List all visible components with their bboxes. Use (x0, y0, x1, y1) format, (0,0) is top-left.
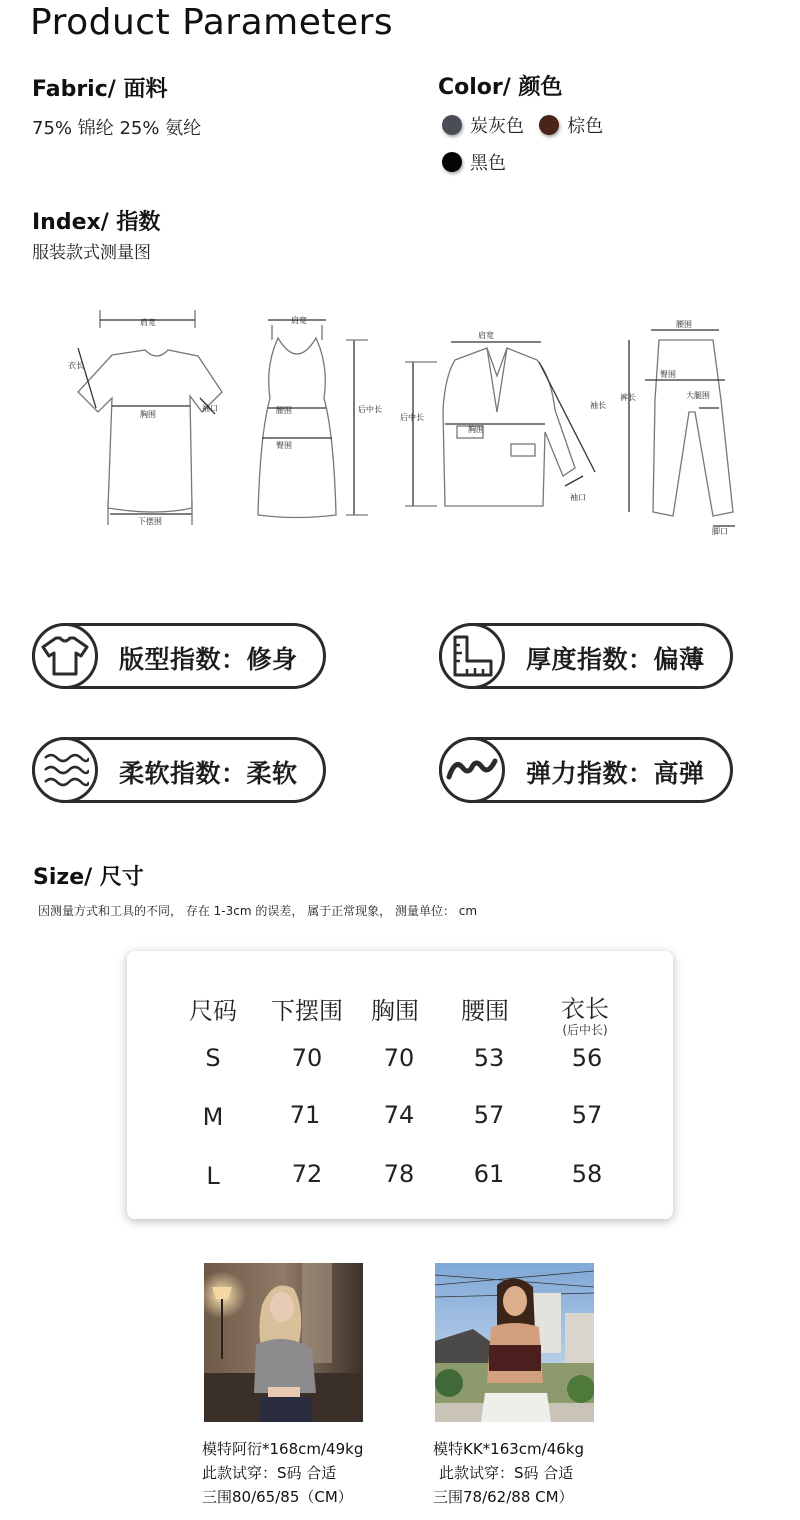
diagram-label-tshirt-cuff: 袖口 (202, 404, 218, 413)
diagram-label-tshirt-hem: 下摆围 (138, 517, 162, 526)
size-cell: 72 (291, 1160, 323, 1188)
size-col-header: 衣长 (561, 995, 609, 1023)
index-heading: Index/ 指数 (32, 210, 161, 235)
softness-index-label: 柔软指数：柔软 (119, 759, 298, 788)
pants-diagram (629, 330, 735, 526)
model-info-2 (433, 1437, 584, 1509)
color-swatch-brown (539, 115, 559, 135)
diagram-label-dress-hip: 臀围 (276, 441, 292, 450)
diagram-label-pants-leg-opening: 脚口 (712, 527, 728, 536)
diagram-label-blazer-shoulder: 肩宽 (478, 331, 494, 340)
tshirt-icon (32, 623, 98, 689)
diagram-label-dress-length: 后中长 (358, 405, 382, 414)
fabric-value: 75% 锦纶 25% 氨纶 (32, 118, 202, 139)
model-name-size: 模特阿衍*168cm/49kg (202, 1440, 364, 1458)
model-photo-1 (204, 1263, 363, 1422)
size-cell: 70 (383, 1044, 415, 1072)
color-options (442, 112, 782, 176)
index-subheading: 服装款式测量图 (32, 243, 151, 263)
diagram-label-blazer-length: 后中长 (400, 413, 424, 422)
dress-diagram (258, 320, 368, 518)
color-option[interactable] (442, 149, 506, 175)
diagram-label-pants-thigh: 大腿围 (686, 391, 710, 400)
diagram-label-blazer-cuff: 袖口 (570, 493, 586, 502)
page-title: Product Parameters (30, 2, 394, 43)
size-cell: 70 (291, 1044, 323, 1072)
size-note: 因测量方式和工具的不同， 存在 1-3cm 的误差， 属于正常现象， 测量单位： cm (38, 904, 478, 918)
size-cell: M (202, 1103, 224, 1131)
color-heading: Color/ 颜色 (438, 75, 563, 100)
color-label: 炭灰色 (470, 116, 524, 137)
color-option[interactable] (442, 112, 524, 138)
ruler-icon (439, 623, 505, 689)
model-measurements: 三围78/62/88 CM） (433, 1488, 574, 1506)
color-swatch-charcoal (442, 115, 462, 135)
size-cell: 71 (289, 1101, 321, 1129)
fit-index-badge (32, 623, 326, 689)
blazer-diagram (405, 342, 595, 506)
size-col-header: 胸围 (371, 997, 419, 1025)
elasticity-index-label: 弹力指数：高弹 (526, 759, 705, 788)
model-name-size: 模特KK*163cm/46kg (433, 1440, 585, 1458)
diagram-label-tshirt-length: 衣长 (68, 361, 84, 370)
size-cell: 61 (473, 1160, 505, 1188)
diagram-label-pants-length: 裤长 (620, 393, 636, 402)
color-label: 棕色 (567, 116, 604, 137)
size-col-subheader: (后中长) (562, 1023, 608, 1037)
softness-index-badge (32, 737, 326, 803)
size-col-header: 下摆围 (271, 997, 343, 1025)
measurement-diagrams (50, 300, 750, 550)
size-cell: 58 (571, 1160, 603, 1188)
color-swatch-black (442, 152, 462, 172)
size-cell: 78 (383, 1160, 415, 1188)
elastic-icon (439, 737, 505, 803)
color-label: 黑色 (470, 153, 506, 174)
elasticity-index-badge (439, 737, 733, 803)
diagram-label-blazer-sleeve: 袖长 (590, 401, 606, 410)
thickness-index-label: 厚度指数：偏薄 (526, 645, 705, 674)
diagram-label-dress-shoulder: 肩宽 (291, 316, 307, 325)
color-option[interactable] (539, 112, 603, 138)
size-cell: 53 (473, 1044, 505, 1072)
model-trial-size: 此款试穿：S码 合适 (439, 1464, 574, 1482)
thickness-index-badge (439, 623, 733, 689)
model-measurements: 三围80/65/85（CM） (202, 1488, 353, 1506)
diagram-label-dress-waist: 腰围 (276, 406, 292, 415)
diagram-label-blazer-chest: 胸围 (468, 425, 484, 434)
size-cell: 56 (571, 1044, 603, 1072)
size-cell: S (205, 1044, 221, 1072)
diagram-label-pants-hip: 臀围 (660, 370, 676, 379)
size-col-header: 腰围 (461, 997, 509, 1025)
size-heading: Size/ 尺寸 (33, 865, 144, 890)
model-trial-size: 此款试穿：S码 合适 (202, 1464, 337, 1482)
fit-index-label: 版型指数：修身 (119, 645, 298, 674)
diagram-label-tshirt-shoulder: 肩宽 (140, 318, 156, 327)
size-col-header: 尺码 (189, 997, 237, 1025)
size-cell: 57 (473, 1101, 505, 1129)
size-cell: L (206, 1162, 220, 1190)
fabric-heading: Fabric/ 面料 (32, 77, 168, 102)
size-cell: 57 (571, 1101, 603, 1129)
waves-icon (32, 737, 98, 803)
size-cell: 74 (383, 1101, 415, 1129)
diagram-label-pants-waist: 腰围 (676, 320, 692, 329)
size-table (127, 951, 673, 1219)
model-info-1 (202, 1437, 363, 1509)
model-photo-2 (435, 1263, 594, 1422)
diagram-label-tshirt-chest: 胸围 (140, 410, 156, 419)
